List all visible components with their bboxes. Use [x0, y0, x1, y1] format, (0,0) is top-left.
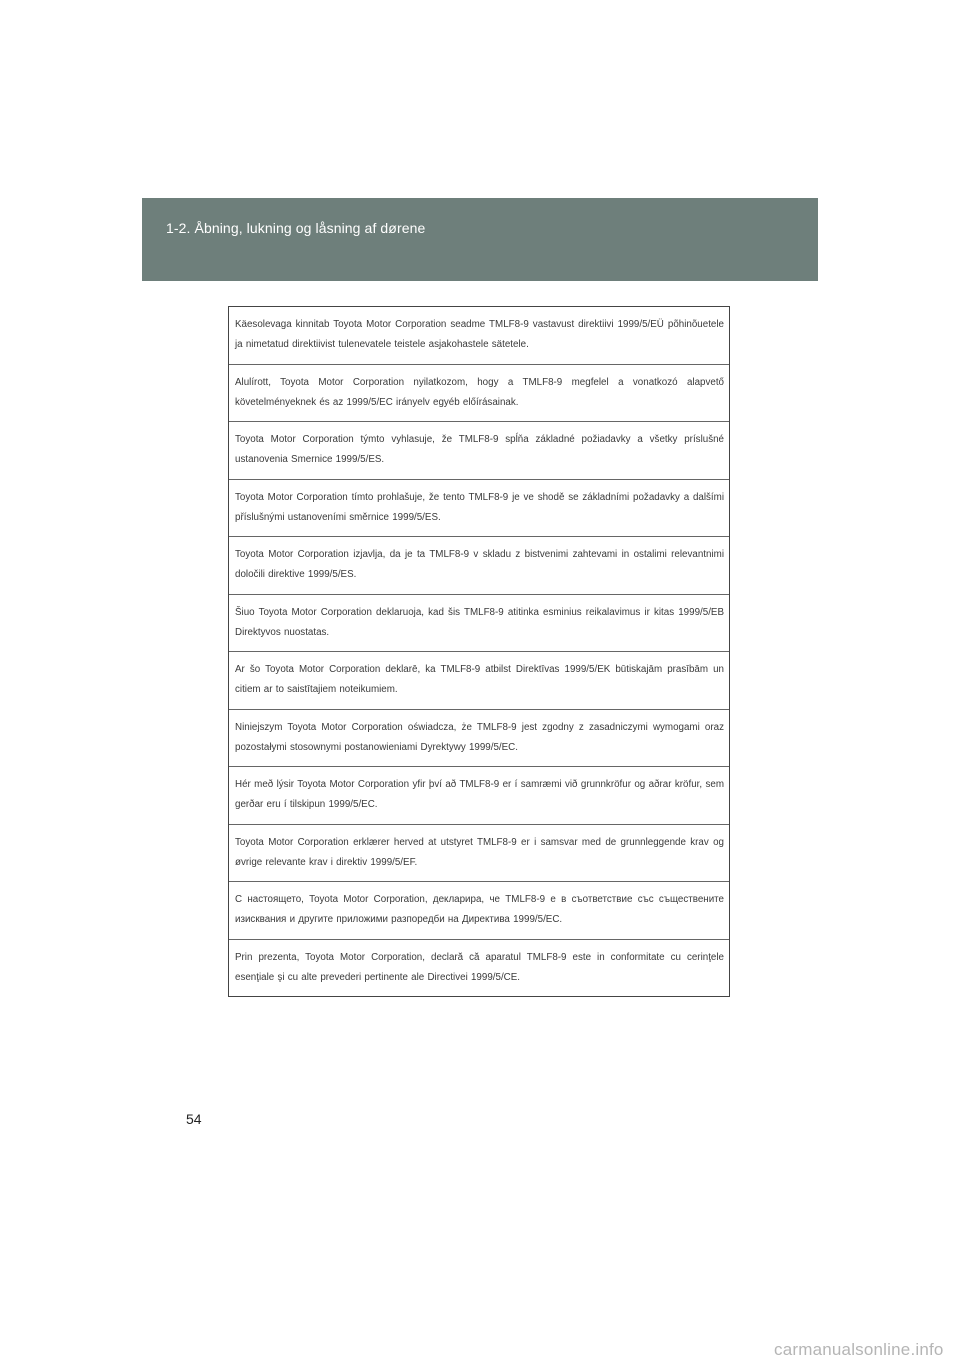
declaration-text: Alulírott, Toyota Motor Corporation nyilatkozom, hogy a TMLF8-9 megfelel a vonatkozó alapvető követelményeknek és az 1999/5/EC irányelv egyéb előírásainak. [235, 376, 724, 408]
declaration-text: Šiuo Toyota Motor Corporation deklaruoja, kad šis TMLF8-9 atitinka esminius reikalavimus ir kitas 1999/5/EB Direktyvos nuostatas. [235, 606, 724, 638]
section-title: 1-2. Åbning, lukning og låsning af dørene [166, 220, 426, 236]
declaration-text: Prin prezenta, Toyota Motor Corporation, declară că aparatul TMLF8-9 este in conformitate cu cerinţele esenţiale şi cu alte prevederi pertinente ale Directivei 1999/5/CE. [235, 951, 724, 983]
declaration-text: Toyota Motor Corporation erklærer herved at utstyret TMLF8-9 er i samsvar med de grunnleggende krav og øvrige relevante krav i direktiv 1999/5/EF. [235, 836, 724, 868]
declaration-row-slovenian [229, 537, 729, 595]
declaration-row-estonian [229, 307, 729, 365]
declaration-row-bulgarian [229, 882, 729, 940]
declaration-text: Niniejszym Toyota Motor Corporation oświadcza, że TMLF8-9 jest zgodny z zasadniczymi wymogami oraz pozostałymi stosownymi postanowieniami Dyrektywy 1999/5/EC. [235, 721, 724, 753]
declaration-text: Toyota Motor Corporation týmto vyhlasuje, že TMLF8-9 spĺňa základné požiadavky a všetky príslušné ustanovenia Smernice 1999/5/ES. [235, 434, 724, 465]
declaration-row-hungarian [229, 365, 729, 423]
declaration-table [228, 306, 730, 997]
declaration-row-polish [229, 710, 729, 768]
watermark-text: carmanualsonline.info [774, 1340, 944, 1359]
declaration-row-romanian [229, 940, 729, 997]
declaration-row-czech [229, 480, 729, 538]
declaration-row-latvian [229, 652, 729, 710]
page-number: 54 [186, 1111, 202, 1127]
section-header-band [142, 198, 818, 281]
declaration-text: Toyota Motor Corporation tímto prohlašuje, že tento TMLF8-9 je ve shodě se základními požadavky a dalšími příslušnými ustanoveními směrnice 1999/5/ES. [235, 491, 724, 523]
declaration-text: Ar šo Toyota Motor Corporation deklarē, ka TMLF8-9 atbilst Direktīvas 1999/5/EK būtiskajām prasībām un citiem ar to saistītajiem noteikumiem. [235, 664, 724, 695]
declaration-row-slovak [229, 422, 729, 480]
declaration-text: Käesolevaga kinnitab Toyota Motor Corporation seadme TMLF8-9 vastavust direktiivi 1999/5/EÜ põhinõuetele ja nimetatud direktiivist tulenevatele teistele asjakohastele sätetele. [235, 319, 724, 350]
declaration-text: С настоящето, Toyota Motor Corporation, декларира, че TMLF8-9 е в съответствие със съществените изисквания и другите приложими разпоредби на Директива 1999/5/ЕС. [235, 894, 724, 925]
declaration-text: Hér með lýsir Toyota Motor Corporation yfir því að TMLF8-9 er í samræmi við grunnkröfur og aðrar kröfur, sem gerðar eru í tilskipun 1999/5/EC. [235, 779, 724, 810]
declaration-row-norwegian [229, 825, 729, 883]
declaration-text: Toyota Motor Corporation izjavlja, da je ta TMLF8-9 v skladu z bistvenimi zahtevami in ostalimi relevantnimi določili direktive 1999/5/ES. [235, 549, 724, 580]
declaration-row-lithuanian [229, 595, 729, 653]
declaration-row-icelandic [229, 767, 729, 825]
